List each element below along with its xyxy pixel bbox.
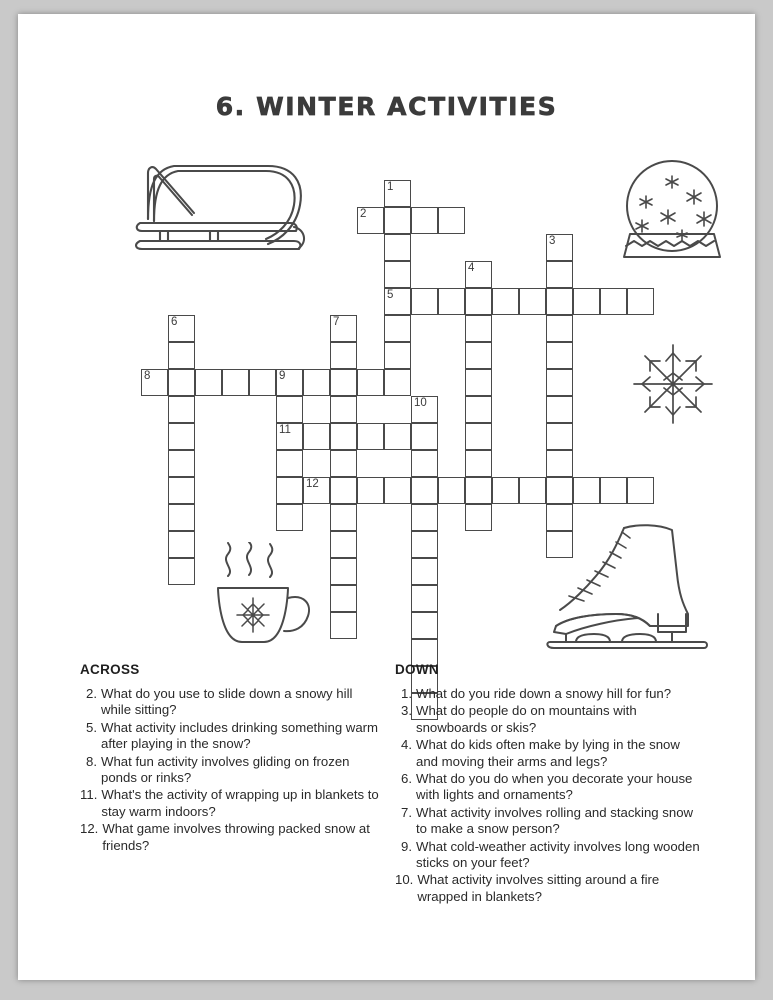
clue-number: 4. (401, 737, 412, 753)
clue-text: What do people do on mountains with snowboards or skis? (416, 703, 637, 735)
crossword-cell[interactable] (600, 477, 627, 504)
clue-item (80, 787, 380, 820)
crossword-cell[interactable] (330, 585, 357, 612)
cell-number: 2 (360, 208, 367, 220)
crossword-cell[interactable] (168, 423, 195, 450)
crossword-cell[interactable] (195, 369, 222, 396)
crossword-cell[interactable] (465, 369, 492, 396)
crossword-cell[interactable] (276, 477, 303, 504)
crossword-cell[interactable] (249, 369, 276, 396)
crossword-cell-numbered-3[interactable] (546, 234, 573, 261)
clue-item (395, 839, 705, 872)
clue-text: What fun activity involves gliding on frozen ponds or rinks? (101, 753, 350, 786)
clue-text: What game involves throwing packed snow at friends? (102, 821, 370, 853)
down-clue-column (395, 662, 705, 906)
crossword-grid (18, 14, 755, 674)
crossword-cell[interactable] (546, 315, 573, 342)
crossword-cell[interactable] (465, 288, 492, 315)
crossword-cell[interactable] (384, 423, 411, 450)
down-clue-items (395, 686, 705, 905)
page-title: 6. WINTER ACTIVITIES (215, 92, 558, 121)
clue-item (395, 872, 705, 905)
crossword-cell[interactable] (546, 261, 573, 288)
across-heading: ACROSS (80, 662, 140, 677)
crossword-cell[interactable] (411, 477, 438, 504)
crossword-cell[interactable] (519, 288, 546, 315)
crossword-cell[interactable] (384, 315, 411, 342)
crossword-cell[interactable] (546, 369, 573, 396)
clue-item (395, 771, 705, 804)
crossword-cell[interactable] (330, 396, 357, 423)
crossword-cell[interactable] (357, 477, 384, 504)
crossword-cell[interactable] (411, 531, 438, 558)
cell-number: 4 (468, 262, 475, 274)
crossword-cell[interactable] (330, 504, 357, 531)
crossword-cell[interactable] (411, 207, 438, 234)
clue-text: What cold-weather activity involves long wooden sticks on your feet? (416, 838, 700, 871)
clue-item (80, 821, 380, 854)
crossword-cell[interactable] (573, 477, 600, 504)
cell-number: 9 (279, 370, 286, 382)
crossword-cell-numbered-12[interactable] (303, 477, 330, 504)
crossword-cell[interactable] (276, 396, 303, 423)
crossword-cell[interactable] (168, 504, 195, 531)
clue-number: 11. (80, 787, 98, 803)
clue-text: What's the activity of wrapping up in blankets to stay warm indoors? (101, 787, 379, 819)
crossword-cell[interactable] (222, 369, 249, 396)
clue-number: 8. (86, 753, 97, 769)
crossword-cell[interactable] (168, 531, 195, 558)
clue-number: 3. (401, 703, 412, 719)
crossword-cell[interactable] (276, 504, 303, 531)
crossword-cell[interactable] (546, 504, 573, 531)
clue-text: What do kids often make by lying in the snow and moving their arms and legs? (416, 737, 680, 769)
clue-text: What activity involves rolling and stacking snow to make a snow person? (416, 804, 694, 837)
crossword-cell[interactable] (411, 423, 438, 450)
clue-number: 2. (86, 686, 97, 701)
across-clue-items (80, 686, 380, 854)
crossword-cell[interactable] (465, 396, 492, 423)
crossword-cell-numbered-10[interactable] (411, 396, 438, 423)
crossword-cell-numbered-6[interactable] (168, 315, 195, 342)
crossword-cell[interactable] (168, 369, 195, 396)
crossword-cell[interactable] (384, 342, 411, 369)
crossword-cell[interactable] (546, 531, 573, 558)
crossword-cell[interactable] (438, 477, 465, 504)
crossword-cell[interactable] (546, 423, 573, 450)
crossword-cell[interactable] (411, 558, 438, 585)
crossword-cell-numbered-7[interactable] (330, 315, 357, 342)
clue-item (80, 686, 380, 719)
clue-text: What do you ride down a snowy hill for fun? (416, 686, 672, 701)
clue-number: 5. (86, 719, 97, 735)
worksheet-page (18, 14, 755, 980)
clue-item (395, 737, 705, 770)
crossword-cell[interactable] (465, 342, 492, 369)
crossword-cell[interactable] (465, 423, 492, 450)
clue-text: What do you use to slide down a snowy hill while sitting? (101, 686, 353, 718)
down-heading: DOWN (395, 662, 439, 677)
cell-number: 8 (144, 370, 151, 382)
crossword-cell[interactable] (384, 369, 411, 396)
crossword-cell[interactable] (330, 423, 357, 450)
cell-number: 12 (306, 478, 319, 490)
crossword-cell[interactable] (357, 369, 384, 396)
crossword-cell[interactable] (330, 558, 357, 585)
across-clue-column (80, 662, 380, 855)
crossword-cell[interactable] (303, 369, 330, 396)
cell-number: 10 (414, 397, 427, 409)
crossword-cell[interactable] (600, 288, 627, 315)
crossword-cell[interactable] (168, 342, 195, 369)
crossword-cell[interactable] (330, 450, 357, 477)
crossword-cell[interactable] (168, 396, 195, 423)
crossword-cell[interactable] (330, 612, 357, 639)
clue-number: 7. (401, 804, 412, 820)
crossword-cell[interactable] (303, 423, 330, 450)
crossword-cell[interactable] (492, 477, 519, 504)
clue-item (395, 686, 705, 702)
crossword-cell-numbered-4[interactable] (465, 261, 492, 288)
crossword-cell[interactable] (411, 504, 438, 531)
clue-number: 12. (80, 821, 99, 837)
cell-number: 5 (387, 289, 394, 301)
crossword-cell[interactable] (465, 504, 492, 531)
crossword-cell[interactable] (465, 450, 492, 477)
crossword-cell[interactable] (465, 477, 492, 504)
cell-number: 7 (333, 316, 340, 328)
clue-item (80, 720, 380, 753)
clue-number: 10. (395, 872, 414, 888)
crossword-cell[interactable] (330, 477, 357, 504)
crossword-cell[interactable] (168, 558, 195, 585)
clue-item (80, 754, 380, 787)
crossword-cell[interactable] (384, 207, 411, 234)
crossword-cell[interactable] (546, 450, 573, 477)
crossword-cell[interactable] (546, 477, 573, 504)
crossword-cell[interactable] (546, 342, 573, 369)
clue-item (395, 703, 705, 736)
crossword-cell-numbered-8[interactable] (141, 369, 168, 396)
crossword-cell[interactable] (438, 288, 465, 315)
crossword-cell-numbered-2[interactable] (357, 207, 384, 234)
crossword-cell[interactable] (546, 288, 573, 315)
crossword-cell[interactable] (492, 288, 519, 315)
clue-text: What activity includes drinking something warm after playing in the snow? (101, 719, 379, 752)
crossword-cell[interactable] (168, 450, 195, 477)
crossword-cell[interactable] (573, 288, 600, 315)
crossword-cell[interactable] (168, 477, 195, 504)
crossword-cell[interactable] (411, 450, 438, 477)
crossword-cell[interactable] (411, 288, 438, 315)
crossword-cell[interactable] (627, 288, 654, 315)
cell-number: 6 (171, 316, 178, 328)
crossword-cell[interactable] (384, 477, 411, 504)
crossword-cell[interactable] (384, 234, 411, 261)
crossword-cell[interactable] (546, 396, 573, 423)
crossword-cell[interactable] (330, 369, 357, 396)
crossword-cell-numbered-11[interactable] (276, 423, 303, 450)
clue-number: 6. (401, 771, 412, 787)
crossword-cell[interactable] (330, 531, 357, 558)
clue-number: 9. (401, 838, 412, 854)
crossword-cell-numbered-9[interactable] (276, 369, 303, 396)
crossword-cell[interactable] (411, 612, 438, 639)
clue-text: What activity involves sitting around a fire wrapped in blankets? (417, 872, 660, 904)
crossword-cell[interactable] (330, 342, 357, 369)
cell-number: 1 (387, 181, 394, 193)
worksheet-sheet (18, 14, 755, 980)
crossword-cell[interactable] (357, 423, 384, 450)
clue-text: What do you do when you decorate your house with lights and ornaments? (416, 771, 693, 803)
crossword-cell[interactable] (438, 207, 465, 234)
clue-number: 1. (401, 686, 412, 701)
crossword-cell[interactable] (384, 261, 411, 288)
crossword-cell[interactable] (627, 477, 654, 504)
crossword-cell[interactable] (276, 450, 303, 477)
cell-number: 11 (279, 424, 291, 436)
crossword-cell[interactable] (465, 315, 492, 342)
crossword-cell[interactable] (411, 585, 438, 612)
crossword-cell-numbered-5[interactable] (384, 288, 411, 315)
crossword-cell[interactable] (519, 477, 546, 504)
clue-item (395, 805, 705, 838)
crossword-cell-numbered-1[interactable] (384, 180, 411, 207)
cell-number: 3 (549, 235, 556, 247)
